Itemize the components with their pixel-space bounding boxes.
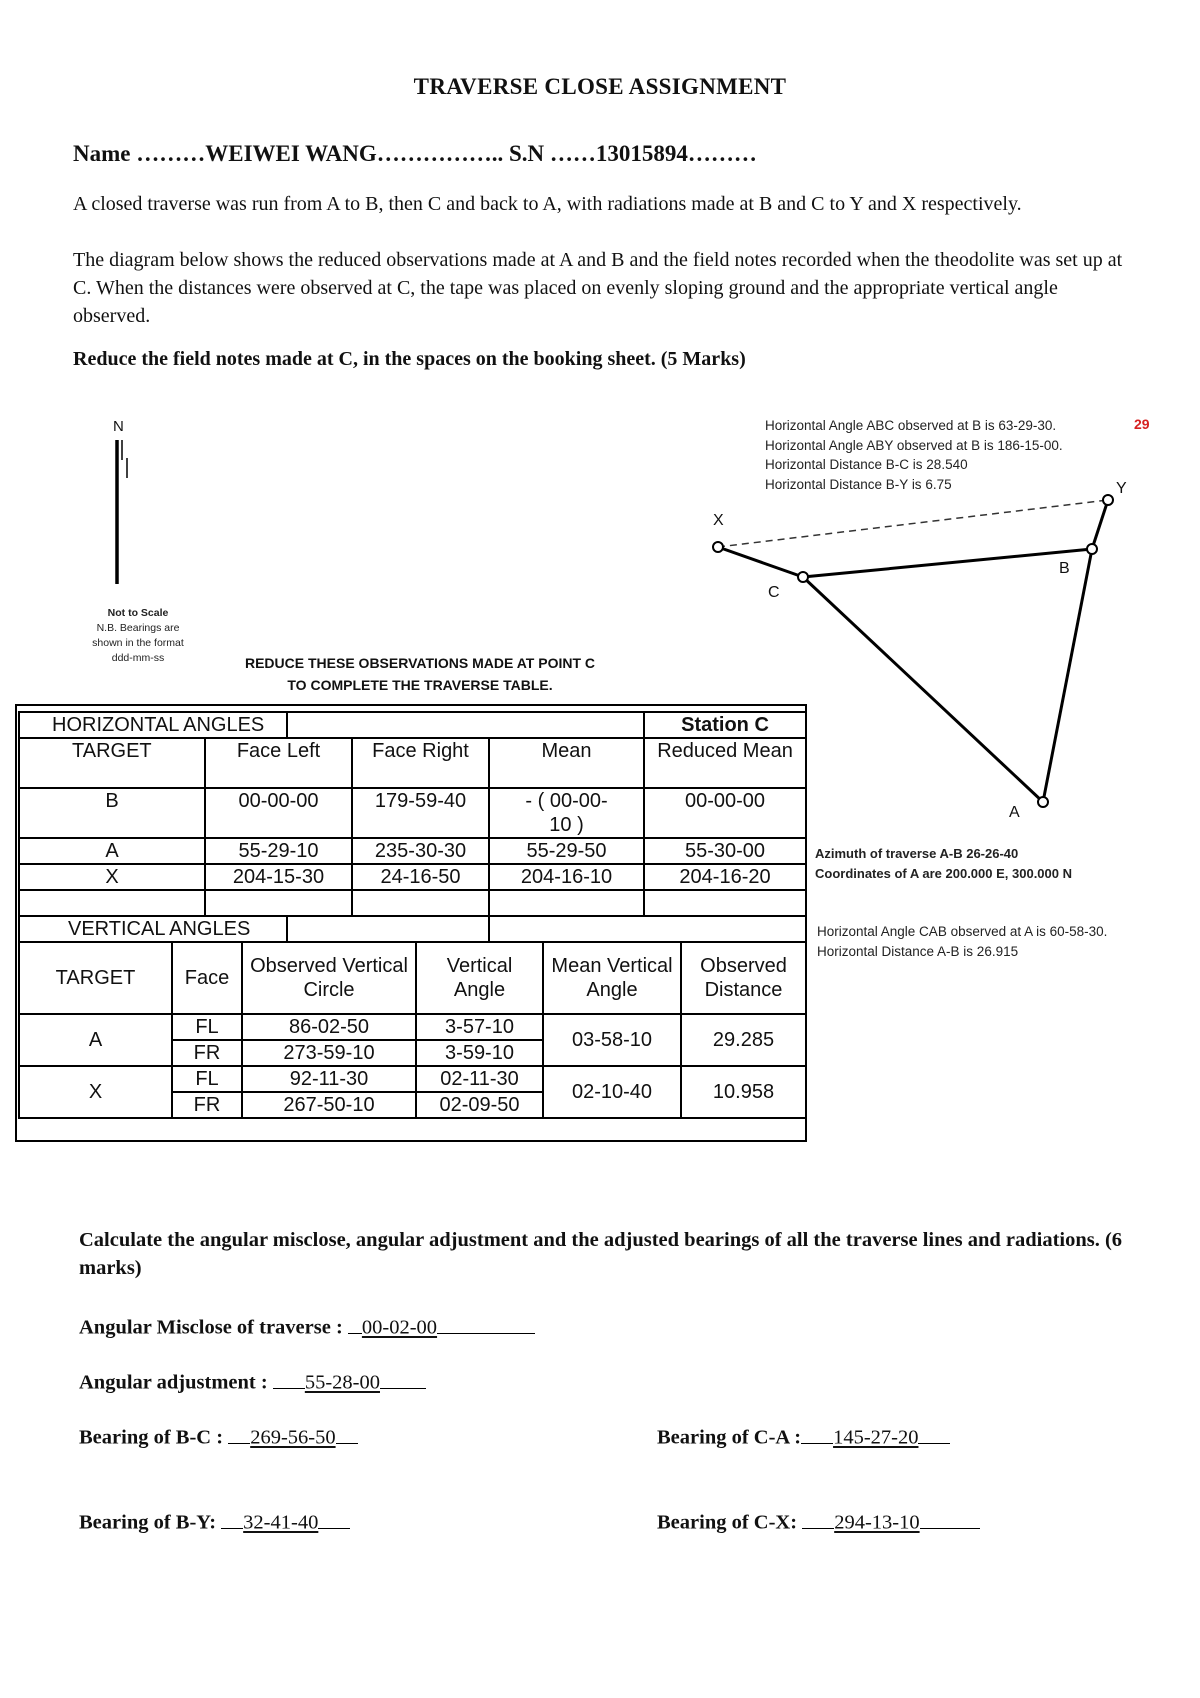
point-c-marker (798, 572, 808, 582)
cell-face: FL (172, 1066, 242, 1092)
cell-face-right: 24-16-50 (352, 864, 489, 890)
point-x-label: X (713, 512, 724, 529)
cell-face: FR (172, 1092, 242, 1118)
page-title: TRAVERSE CLOSE ASSIGNMENT (413, 74, 787, 99)
table-header-row (19, 942, 806, 1014)
table-row (19, 788, 806, 838)
line-a-b (1043, 549, 1092, 802)
table-header-row (19, 738, 806, 788)
line-c-a (803, 577, 1043, 802)
cell-face-left: 204-15-30 (205, 864, 352, 890)
misclose-label: Angular Misclose of traverse : (79, 1316, 343, 1339)
station-a-notes (817, 922, 1107, 961)
student-number: 13015894 (595, 141, 688, 166)
coordinates-note: Coordinates of A are 200.000 E, 300.000 N (815, 865, 1072, 881)
cell-vertical-angle: 02-09-50 (416, 1092, 543, 1118)
student-info: Name ………WEIWEI WANG…………….. S.N ……13015894……… (73, 141, 757, 166)
cell-face-right: 235-30-30 (352, 838, 489, 864)
col-header-reduced-mean: Reduced Mean (644, 738, 806, 788)
note-b-4: Horizontal Distance B-Y is 6.75 (765, 476, 952, 492)
cell-reduced-mean: 204-16-20 (644, 864, 806, 890)
adjustment-line (79, 1367, 426, 1395)
col-header-observed-distance: Observed Distance (681, 942, 806, 1014)
bearing-note-line-2: shown in the format (92, 637, 184, 649)
sn-label: S.N (508, 141, 545, 166)
cell-target: X (19, 864, 205, 890)
line-b-y (1092, 500, 1108, 549)
task-1-heading: Reduce the field notes made at C, in the spaces on the booking sheet. (5 Marks) (73, 348, 746, 370)
col-header-mean-vertical-angle: Mean Vertical Angle (543, 942, 681, 1014)
adjustment-label: Angular adjustment : (79, 1371, 268, 1394)
bearing-note-line-3: ddd-mm-ss (111, 652, 165, 664)
cell-vertical-angle: 02-11-30 (416, 1066, 543, 1092)
point-y-marker (1103, 495, 1113, 505)
note-b-1: Horizontal Angle ABC observed at B is 63-29-30. (765, 418, 1057, 433)
cell-face: FL (172, 1014, 242, 1040)
table-row (19, 838, 806, 864)
line-c-b (803, 549, 1092, 577)
misclose-answer: 00-02-00 (361, 1316, 438, 1339)
point-b-marker (1087, 544, 1097, 554)
col-header-vertical-angle: Vertical Angle (416, 942, 543, 1014)
instruction-line-1: REDUCE THESE OBSERVATIONS MADE AT POINT C (244, 655, 596, 671)
cell-vertical-angle: 3-57-10 (416, 1014, 543, 1040)
cell-face-left: 55-29-10 (205, 838, 352, 864)
north-label: N (113, 418, 124, 435)
cell-observed-vc: 267-50-10 (242, 1092, 416, 1118)
bearing-by-line (79, 1507, 350, 1535)
cell-face-left: 00-00-00 (205, 788, 352, 838)
col-header-face: Face (172, 942, 242, 1014)
station-label: Station C (644, 712, 806, 738)
cell-target: X (19, 1066, 172, 1118)
station-b-notes (765, 416, 1063, 494)
cell-target: A (19, 1014, 172, 1066)
cell-observed-vc: 92-11-30 (242, 1066, 416, 1092)
vertical-angles-table (18, 941, 807, 1119)
bearing-cx-label: Bearing of C-X: (657, 1511, 798, 1534)
bearing-cx-answer: 294-13-10 (834, 1511, 920, 1534)
cell-target: B (19, 788, 205, 838)
bearing-by-answer: 32-41-40 (243, 1511, 319, 1534)
bearing-ca-answer: 145-27-20 (833, 1426, 919, 1449)
cell-target: A (19, 838, 205, 864)
col-header-mean: Mean (489, 738, 644, 788)
col-header-face-left: Face Left (205, 738, 352, 788)
student-name: WEIWEI WANG (205, 141, 377, 166)
cell-vertical-angle: 3-59-10 (416, 1040, 543, 1066)
bearing-bc-answer: 269-56-50 (250, 1426, 336, 1449)
task-2-heading: Calculate the angular misclose, angular adjustment and the adjusted bearings of all the traverse lines and radiations. (6 marks) (79, 1229, 1123, 1279)
point-a-label: A (1009, 804, 1020, 821)
cell-reduced-mean: 00-00-00 (644, 788, 806, 838)
point-y-label: Y (1116, 480, 1127, 497)
table-row (19, 1066, 806, 1092)
col-header-target: TARGET (19, 738, 205, 788)
cell-mean: 55-29-50 (489, 838, 644, 864)
note-b-2: Horizontal Angle ABY observed at B is 186-15-00. (765, 437, 1063, 453)
bearing-by-label: Bearing of B-Y: (79, 1511, 217, 1534)
point-x-marker (713, 542, 723, 552)
col-header-target: TARGET (19, 942, 172, 1014)
adjustment-answer: 55-28-00 (304, 1371, 380, 1394)
point-a-marker (1038, 797, 1048, 807)
azimuth-note: Azimuth of traverse A-B 26-26-40 (815, 846, 1019, 861)
point-b-label: B (1059, 560, 1070, 577)
bearing-cx-line (657, 1507, 980, 1535)
bearing-bc-line (79, 1422, 358, 1450)
bearing-note-line-1: N.B. Bearings are (96, 622, 180, 634)
cell-observed-distance: 29.285 (681, 1014, 806, 1066)
table-row (19, 1014, 806, 1040)
note-a-2: Horizontal Distance A-B is 26.915 (817, 943, 1019, 959)
not-to-scale-label: Not to Scale (107, 607, 169, 619)
cell-observed-vc: 86-02-50 (242, 1014, 416, 1040)
x-y-dashed-line (718, 500, 1108, 547)
col-header-face-right: Face Right (352, 738, 489, 788)
note-a-1: Horizontal Angle CAB observed at A is 60-58-30. (817, 924, 1108, 939)
intro-paragraph-1: A closed traverse was run from A to B, then C and back to A, with radiations made at B and C to Y and X respectively. (73, 193, 1022, 215)
bearing-ca-line (657, 1422, 950, 1450)
instruction-line-2: TO COMPLETE THE TRAVERSE TABLE. (287, 677, 553, 693)
vertical-angles-label: VERTICAL ANGLES (19, 916, 287, 942)
cell-face-right: 179-59-40 (352, 788, 489, 838)
table-row (19, 712, 806, 738)
horizontal-angles-table (18, 711, 807, 943)
name-label: Name (73, 141, 131, 166)
note-b-3: Horizontal Distance B-C is 28.540 (765, 457, 968, 472)
cell-observed-vc: 273-59-10 (242, 1040, 416, 1066)
col-header-observed-vertical-circle: Observed Vertical Circle (242, 942, 416, 1014)
cell-mean-vertical-angle: 03-58-10 (543, 1014, 681, 1066)
bearing-ca-label: Bearing of C-A : (657, 1426, 802, 1449)
vertical-section-row (19, 916, 806, 942)
cell-mean-vertical-angle: 02-10-40 (543, 1066, 681, 1118)
misclose-line (79, 1312, 535, 1340)
cell-mean: - ( 00-00-10 ) (489, 788, 644, 838)
bearing-bc-label: Bearing of B-C : (79, 1426, 224, 1449)
table-row-empty (19, 890, 806, 916)
horizontal-angles-label: HORIZONTAL ANGLES (19, 712, 287, 738)
cell-mean: 204-16-10 (489, 864, 644, 890)
table-row (19, 864, 806, 890)
intro-paragraph-2: The diagram below shows the reduced observations made at A and B and the field notes recorded when the theodolite was set up at C. When the distances were observed at C, the tape was placed on evenly sloping ground and the appropriate vertical angle observed. (73, 249, 1123, 327)
cell-face: FR (172, 1040, 242, 1066)
cell-observed-distance: 10.958 (681, 1066, 806, 1118)
cell-reduced-mean: 55-30-00 (644, 838, 806, 864)
line-c-x (718, 547, 803, 577)
marks-score: 29 (1134, 416, 1150, 432)
point-c-label: C (768, 584, 780, 601)
station-a-key-notes (815, 844, 1072, 883)
